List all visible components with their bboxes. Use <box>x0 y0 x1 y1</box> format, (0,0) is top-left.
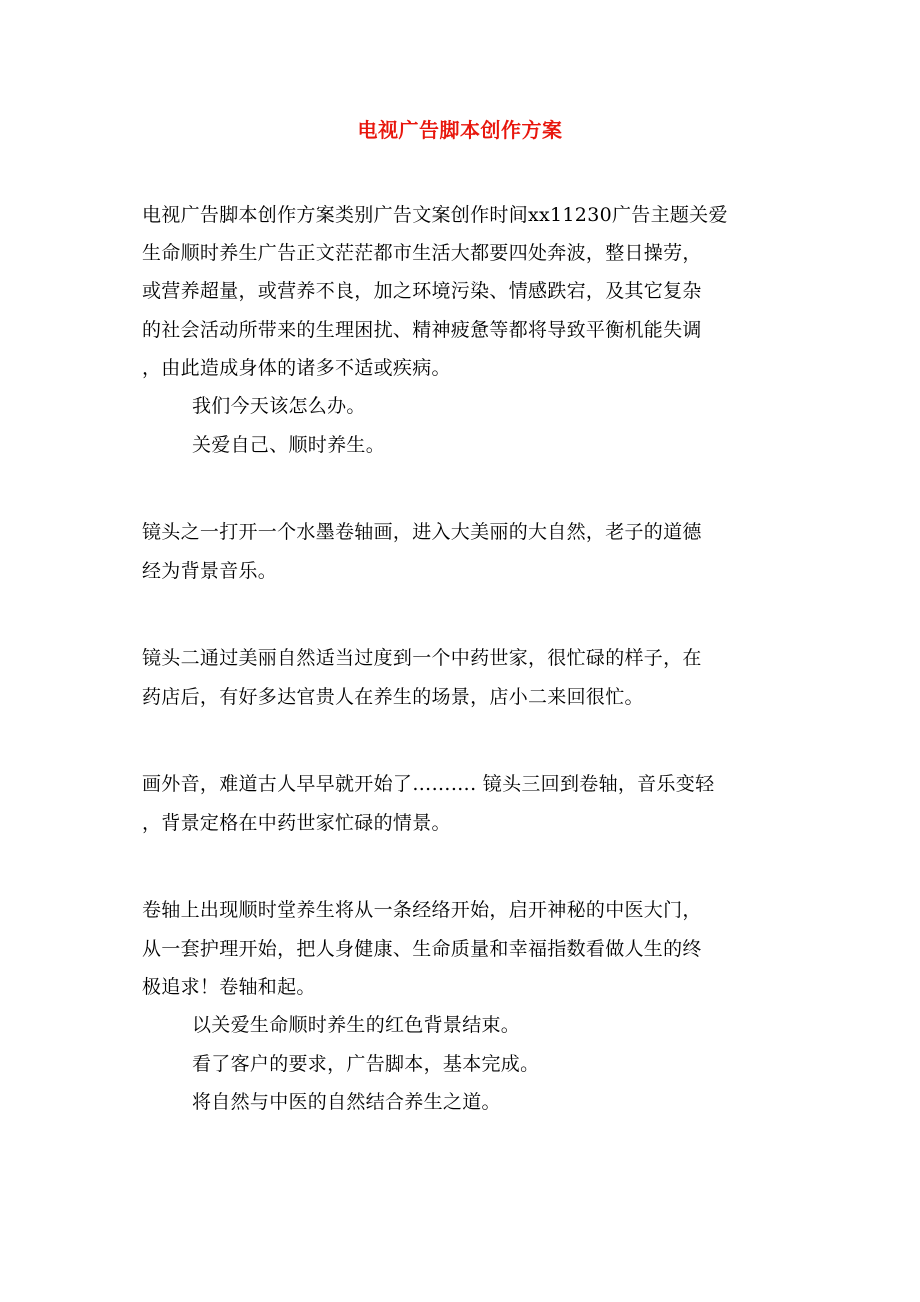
scroll-line-2: 从一套护理开始，把人身健康、生命质量和幸福指数看做人生的终 <box>142 938 702 960</box>
paragraph-1-line-5: ，由此造成身体的诸多不适或疾病。 <box>142 357 451 379</box>
scene-1-line-2: 经为背景音乐。 <box>142 560 278 582</box>
question-line: 我们今天该怎么办。 <box>192 395 366 417</box>
scene-1-line-1: 镜头之一打开一个水墨卷轴画，进入大美丽的大自然，老子的道德 <box>142 521 702 543</box>
paragraph-1-line-1: 电视广告脚本创作方案类别广告文案创作时间xx11230广告主题关爱 <box>142 204 728 226</box>
answer-line: 关爱自己、顺时养生。 <box>192 434 386 456</box>
closing-line-1: 以关爱生命顺时养生的红色背景结束。 <box>192 1014 521 1036</box>
closing-line-3: 将自然与中医的自然结合养生之道。 <box>192 1091 501 1113</box>
voiceover-line-1: 画外音，难道古人早早就开始了………. 镜头三回到卷轴，音乐变轻 <box>142 773 715 795</box>
paragraph-1-line-3: 或营养超量，或营养不良，加之环境污染、情感跌宕，及其它复杂 <box>142 280 702 302</box>
document-title: 电视广告脚本创作方案 <box>357 118 563 142</box>
scroll-line-1: 卷轴上出现顺时堂养生将从一条经络开始，启开神秘的中医大门， <box>142 899 702 921</box>
scene-2-line-2: 药店后，有好多达官贵人在养生的场景，店小二来回很忙。 <box>142 686 644 708</box>
paragraph-1-line-2: 生命顺时养生广告正文茫茫都市生活大都要四处奔波，整日操劳， <box>142 242 702 264</box>
voiceover-line-2: ，背景定格在中药世家忙碌的情景。 <box>142 812 451 834</box>
scroll-line-3: 极追求！卷轴和起。 <box>142 976 316 998</box>
paragraph-1-line-4: 的社会活动所带来的生理困扰、精神疲惫等都将导致平衡机能失调 <box>142 319 702 341</box>
closing-line-2: 看了客户的要求，广告脚本，基本完成。 <box>192 1053 540 1075</box>
scene-2-line-1: 镜头二通过美丽自然适当过度到一个中药世家，很忙碌的样子，在 <box>142 647 702 669</box>
